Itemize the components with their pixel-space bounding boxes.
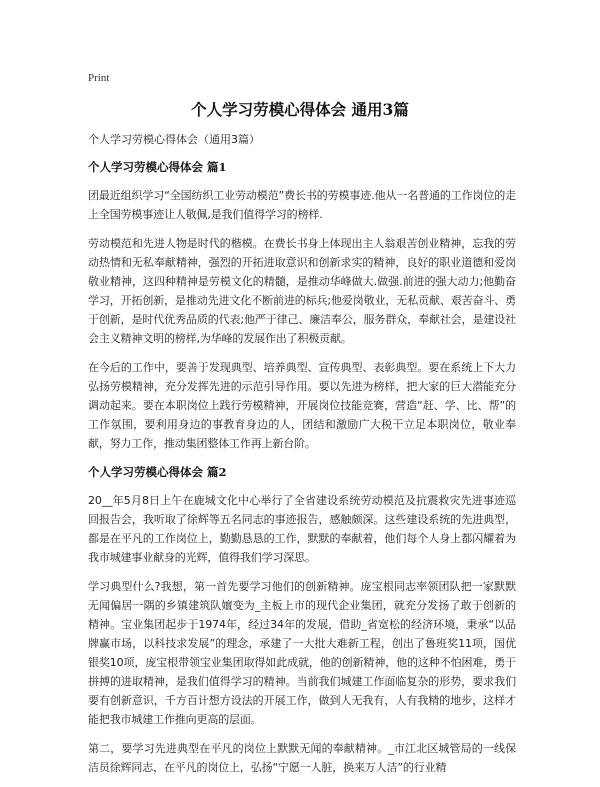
paragraph: 第二，要学习先进典型在平凡的岗位上默默无闻的奉献精神。_市江北区城管局的一线保洁员徐辉同志，在平凡的岗位上，弘扬“宁愿一人脏，换来万人洁”的行业精 [88, 742, 516, 774]
section-heading-1: 个人学习劳模心得体会 篇1 [88, 160, 227, 174]
paragraph: 在今后的工作中，要善于发现典型、培养典型、宣传典型、表彰典型。要在系统上下大力弘扬劳模精神，充分发挥先进的示范引导作用。要以先进为榜样，把大家的巨大潜能充分调动起来。要在本职岗位上践行劳模精神，开展岗位技能竞赛，营造“赶、学、比、帮”的工作氛围，要利用身边的事教育身边的人，团结和激励广大税干立足本职岗位，敬业奉献，努力工作，推动集团整体工作再上新台阶。 [88, 361, 516, 450]
paragraph: 团最近组织学习“全国纺织工业劳动模范”费长书的劳模事迹.他从一名普通的工作岗位的走上全国劳模事迹让人敬佩,是我们值得学习的榜样. [88, 189, 516, 221]
document-body [88, 130, 516, 787]
paragraph: 20__年5月8日上午在鹿城文化中心举行了全省建设系统劳动模范及抗震救灾先进事迹巡回报告会，我听取了徐辉等五名同志的事迹报告，感触颇深。这些建设系统的先进典型，都是在平凡的工作岗位上，勤勤恳恳的工作，默默的奉献着，他们每个人身上都闪耀着为我市城建事业献身的光辉，值得我们学习深思。 [88, 494, 516, 564]
document-title: 个人学习劳模心得体会 通用3篇 [191, 100, 409, 119]
paragraph: 学习典型什么?我想，第一首先要学习他们的创新精神。庞宝根同志率领团队把一家默默无闻偏居一隅的乡镇建筑队嬗变为_主板上市的现代企业集团，就充分发扬了敢于创新的精神。宝业集团起步于1974年，经过34年的发展，借助_省宽松的经济环境，秉承“以品牌赢市场，以科技求发展”的理念，承建了一大批大难新工程，创出了鲁班奖11项，国优银奖10项，庞宝根带领宝业集团取得如此成就，他的创新精神，他的这种不怕困难，勇于拼搏的进取精神，是我们值得学习的精神。当前我们城建工作面临复杂的形势，要求我们要有创新意识，千方百计想方设法的开展工作，做到人无我有，人有我精的地步，这样才能把我市城建工作推向更高的层面。 [88, 580, 516, 726]
print-link[interactable]: Print [88, 72, 110, 84]
paragraph: 劳动模范和先进人物是时代的楷模。在费长书身上体现出主人翁艰苦创业精神，忘我的劳动热情和无私奉献精神，强烈的开拓进取意识和创新求实的精神，良好的职业道德和爱岗敬业精神，这四种精神是劳模文化的精髓，是推动华峰做大.做强.前进的强大动力;他勤奋学习，开拓创新，是推动先进文化不断前进的标兵;他爱岗敬业，无私贡献、艰苦奋斗、勇于创新，是时代优秀品质的代表;他严于律己、廉洁奉公，服务群众，奉献社会，是建设社会主义精神文明的榜样,为华峰的发展作出了积极贡献。 [88, 237, 516, 345]
section-heading-2: 个人学习劳模心得体会 篇2 [88, 465, 227, 479]
document-subtitle: 个人学习劳模心得体会（通用3篇） [88, 133, 260, 146]
